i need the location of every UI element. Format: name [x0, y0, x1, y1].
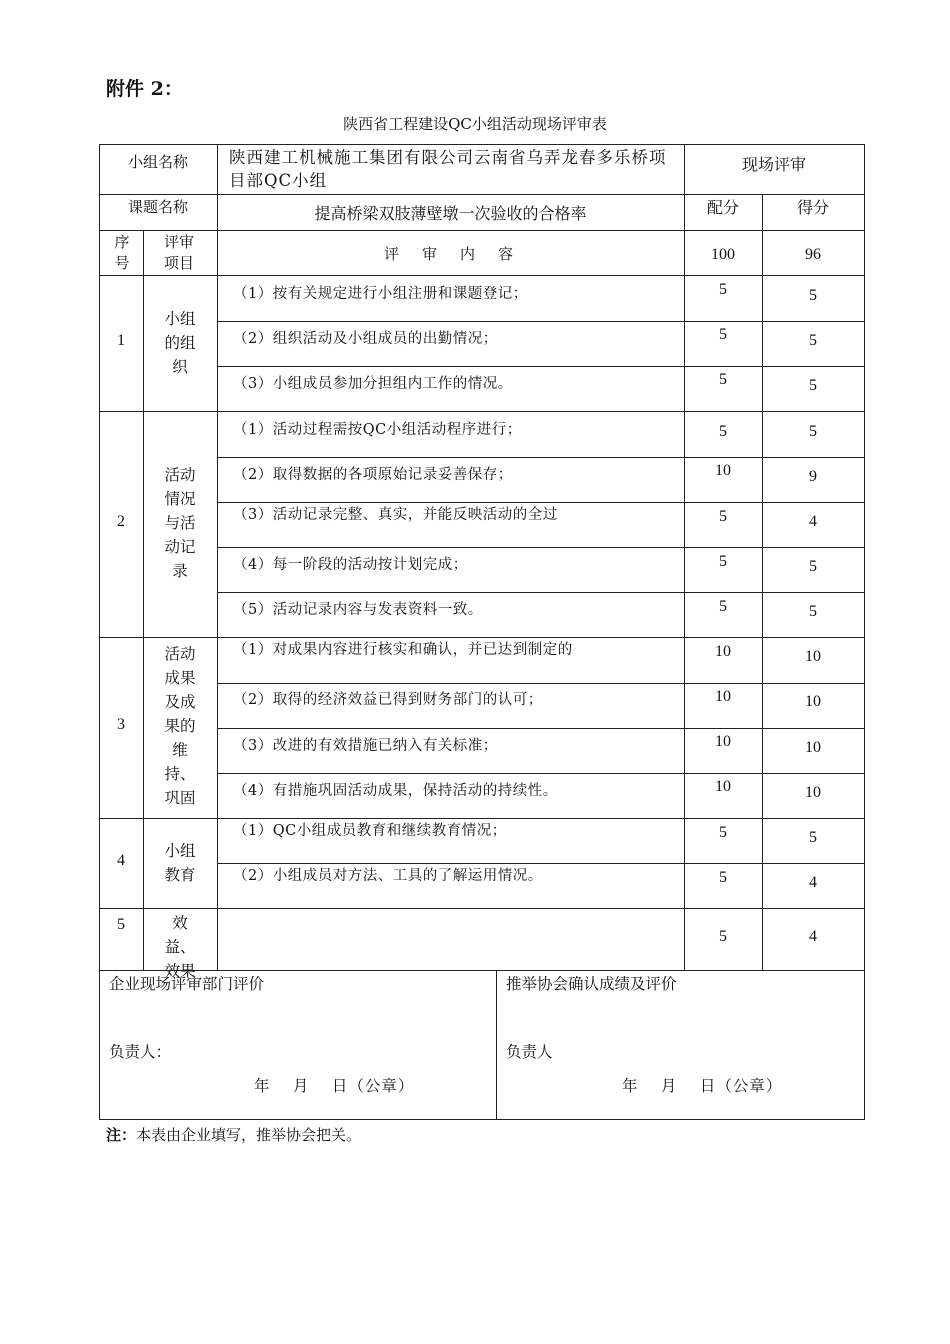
- footnote-text: 本表由企业填写，推举协会把关。: [136, 1126, 362, 1144]
- criterion-score: 9: [809, 468, 817, 485]
- criterion-alloc: 5: [719, 326, 727, 343]
- criterion-score: 4: [809, 874, 817, 891]
- alloc-label: 配分: [706, 198, 739, 217]
- criterion-alloc: 10: [715, 688, 731, 705]
- criterion-alloc: 10: [715, 733, 731, 750]
- section-name: 活动成果及成果的维持、巩固: [164, 645, 196, 807]
- section-seq: 2: [117, 513, 125, 530]
- content-label: 评 审 内 容: [383, 245, 517, 263]
- association-date-seal: 年 月 日（公章）: [622, 1077, 783, 1095]
- seq-label: 序号: [114, 233, 130, 272]
- criterion-score: 10: [805, 784, 821, 801]
- topic-label: 课题名称: [127, 198, 188, 216]
- criterion-text: （4）有措施巩固活动成果，保持活动的持续性。: [233, 783, 558, 799]
- criterion-alloc: 5: [719, 824, 727, 841]
- criterion-text: （1）活动过程需按QC小组活动程序进行；: [233, 422, 522, 438]
- criterion-alloc: 5: [719, 553, 727, 570]
- criterion-text: （2）取得数据的各项原始记录妥善保存；: [233, 467, 513, 483]
- criterion-text: （5）活动记录内容与发表资料一致。: [233, 602, 483, 618]
- section-name: 活动情况与活动记录: [164, 466, 196, 580]
- criterion-text: （3）活动记录完整、真实，并能反映活动的全过: [233, 507, 558, 523]
- criterion-alloc: 5: [719, 423, 727, 440]
- onsite-review-label: 现场评审: [741, 155, 806, 174]
- group-name-label: 小组名称: [127, 153, 188, 171]
- criterion-alloc: 10: [715, 462, 731, 479]
- enterprise-date-seal: 年 月 日（公章）: [254, 1077, 415, 1095]
- criterion-alloc: 5: [719, 371, 727, 388]
- criterion-alloc: 5: [719, 508, 727, 525]
- criterion-score: 10: [805, 648, 821, 665]
- criterion-text: （2）取得的经济效益已得到财务部门的认可；: [233, 692, 543, 708]
- criterion-text: （1）QC小组成员教育和继续教育情况；: [233, 823, 507, 839]
- criterion-text: （2）小组成员对方法、工具的了解运用情况。: [233, 868, 543, 884]
- score-label: 得分: [796, 198, 829, 217]
- enterprise-evaluation-title: 企业现场评审部门评价: [109, 975, 265, 993]
- criterion-alloc: 5: [719, 869, 727, 886]
- section-name: 效益、效果: [164, 914, 196, 980]
- criterion-text: （3）改进的有效措施已纳入有关标准；: [233, 738, 498, 754]
- group-name-value: 陕西建工机械施工集团有限公司云南省乌弄龙春多乐桥项目部QC小组: [229, 148, 667, 190]
- criterion-alloc: 5: [719, 928, 727, 945]
- criterion-score: 10: [805, 739, 821, 756]
- criterion-alloc: 10: [715, 643, 731, 660]
- footnote-prefix: 注：: [106, 1126, 137, 1144]
- total-alloc: 100: [711, 246, 735, 263]
- criterion-score: 5: [809, 287, 817, 304]
- criterion-score: 5: [809, 377, 817, 394]
- association-responsible-label: 负责人: [506, 1043, 553, 1061]
- criterion-score: 4: [809, 928, 817, 945]
- section-name: 小组的组织: [164, 310, 196, 376]
- association-evaluation-title: 推举协会确认成绩及评价: [506, 975, 677, 993]
- section-name: 小组教育: [164, 842, 196, 884]
- criterion-score: 5: [809, 603, 817, 620]
- form-title: 陕西省工程建设QC小组活动现场评审表: [343, 115, 607, 133]
- criterion-score: 5: [809, 423, 817, 440]
- criterion-alloc: 5: [719, 598, 727, 615]
- criterion-score: 5: [809, 829, 817, 846]
- criterion-score: 5: [809, 558, 817, 575]
- criterion-text: （4）每一阶段的活动按计划完成；: [233, 557, 468, 573]
- review-table: [99, 144, 865, 1120]
- enterprise-responsible-label: 负责人：: [109, 1043, 172, 1061]
- criterion-text: （3）小组成员参加分担组内工作的情况。: [233, 376, 513, 392]
- total-score: 96: [805, 246, 821, 263]
- criterion-score: 5: [809, 332, 817, 349]
- attachment-label: 附件 2：: [106, 78, 183, 100]
- item-label: 评审项目: [163, 233, 194, 272]
- section-seq: 5: [117, 916, 125, 933]
- criterion-text: （1）对成果内容进行核实和确认，并已达到制定的: [233, 642, 573, 658]
- criterion-score: 4: [809, 513, 817, 530]
- criterion-alloc: 10: [715, 778, 731, 795]
- topic-value: 提高桥梁双肢薄壁墩一次验收的合格率: [314, 204, 587, 223]
- criterion-text: （2）组织活动及小组成员的出勤情况；: [233, 331, 498, 347]
- section-seq: 4: [117, 852, 125, 869]
- footnote: [106, 1124, 361, 1145]
- criterion-text: （1）按有关规定进行小组注册和课题登记；: [233, 286, 528, 302]
- section-seq: 1: [117, 332, 125, 349]
- criterion-score: 10: [805, 693, 821, 710]
- criterion-alloc: 5: [719, 281, 727, 298]
- section-seq: 3: [117, 716, 125, 733]
